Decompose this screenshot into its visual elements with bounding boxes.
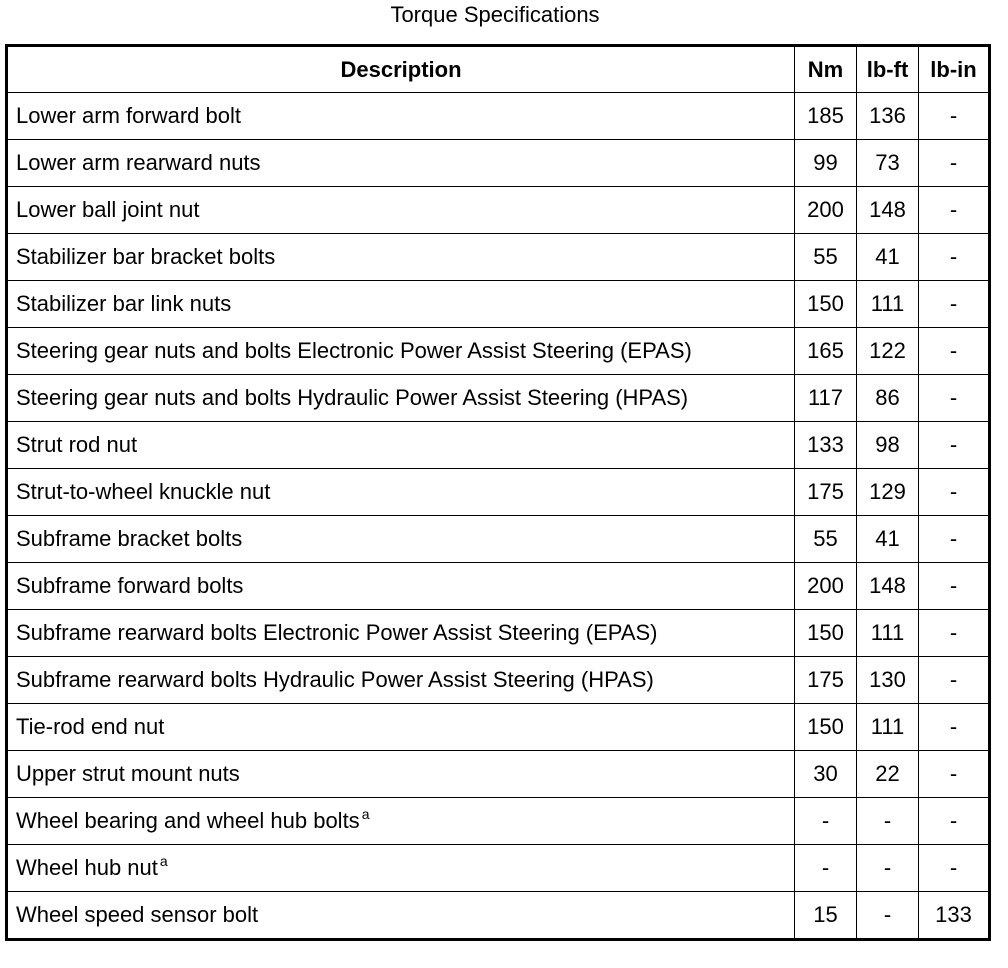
table-row	[7, 469, 990, 516]
row-lbft-value: 111	[857, 281, 919, 328]
row-description: Wheel hub nut	[16, 855, 158, 880]
table-row	[7, 422, 990, 469]
row-nm-value: 150	[795, 704, 857, 751]
row-nm-value: 55	[795, 516, 857, 563]
row-lbin-value: -	[919, 187, 990, 234]
row-lbft-value: 129	[857, 469, 919, 516]
row-lbft-value: 148	[857, 187, 919, 234]
row-description: Subframe bracket bolts	[16, 526, 243, 551]
page-title: Torque Specifications	[390, 2, 600, 27]
row-nm-value: 150	[795, 281, 857, 328]
row-lbin-value: -	[919, 422, 990, 469]
row-description: Subframe rearward bolts Hydraulic Power Assist Steering (HPAS)	[16, 667, 654, 692]
row-description-cell	[7, 845, 795, 892]
table-row	[7, 704, 990, 751]
table-row	[7, 751, 990, 798]
row-nm-value: 99	[795, 140, 857, 187]
row-lbft-value: 73	[857, 140, 919, 187]
row-lbft-value: -	[857, 892, 919, 940]
row-description-cell	[7, 469, 795, 516]
row-lbin-value: -	[919, 234, 990, 281]
row-description-cell	[7, 281, 795, 328]
row-description-cell	[7, 798, 795, 845]
table-header-row	[7, 46, 990, 93]
row-description: Stabilizer bar bracket bolts	[16, 244, 276, 269]
row-nm-value: 55	[795, 234, 857, 281]
row-description: Tie-rod end nut	[16, 714, 165, 739]
table-row	[7, 892, 990, 940]
table-row	[7, 187, 990, 234]
row-description: Steering gear nuts and bolts Electronic Power Assist Steering (EPAS)	[16, 338, 692, 363]
row-description-cell	[7, 516, 795, 563]
row-lbin-value: -	[919, 563, 990, 610]
row-lbin-value: -	[919, 281, 990, 328]
row-description: Stabilizer bar link nuts	[16, 291, 232, 316]
footnote-marker: a	[159, 853, 168, 869]
row-lbin-value: -	[919, 375, 990, 422]
row-lbin-value: -	[919, 845, 990, 892]
row-lbin-value: -	[919, 516, 990, 563]
row-description: Lower arm forward bolt	[16, 103, 241, 128]
row-lbft-value: -	[857, 845, 919, 892]
row-description-cell	[7, 657, 795, 704]
table-row	[7, 798, 990, 845]
table-row	[7, 281, 990, 328]
row-description-cell	[7, 751, 795, 798]
row-description: Upper strut mount nuts	[16, 761, 240, 786]
row-lbin-value: -	[919, 704, 990, 751]
column-header-lbft: lb-ft	[857, 46, 919, 93]
row-description-cell	[7, 610, 795, 657]
row-lbin-value: 133	[919, 892, 990, 940]
row-description: Strut-to-wheel knuckle nut	[16, 479, 271, 504]
row-lbft-value: 41	[857, 234, 919, 281]
row-nm-value: 117	[795, 375, 857, 422]
row-lbin-value: -	[919, 469, 990, 516]
row-lbft-value: -	[857, 798, 919, 845]
row-lbft-value: 22	[857, 751, 919, 798]
row-description-cell	[7, 892, 795, 940]
row-lbft-value: 111	[857, 704, 919, 751]
row-lbin-value: -	[919, 751, 990, 798]
row-lbin-value: -	[919, 657, 990, 704]
table-row	[7, 375, 990, 422]
row-nm-value: 200	[795, 187, 857, 234]
row-lbft-value: 41	[857, 516, 919, 563]
table-row	[7, 328, 990, 375]
table-row	[7, 93, 990, 140]
row-nm-value: 200	[795, 563, 857, 610]
row-nm-value: -	[795, 845, 857, 892]
row-nm-value: 185	[795, 93, 857, 140]
row-nm-value: 30	[795, 751, 857, 798]
row-description: Lower arm rearward nuts	[16, 150, 261, 175]
row-lbin-value: -	[919, 798, 990, 845]
row-description-cell	[7, 93, 795, 140]
row-description: Wheel bearing and wheel hub bolts	[16, 808, 360, 833]
table-row	[7, 845, 990, 892]
row-description: Steering gear nuts and bolts Hydraulic Power Assist Steering (HPAS)	[16, 385, 689, 410]
table-row	[7, 140, 990, 187]
row-description-cell	[7, 234, 795, 281]
row-nm-value: -	[795, 798, 857, 845]
row-description-cell	[7, 704, 795, 751]
row-description: Wheel speed sensor bolt	[16, 902, 259, 927]
column-header-nm: Nm	[795, 46, 857, 93]
table-row	[7, 234, 990, 281]
row-nm-value: 133	[795, 422, 857, 469]
row-description: Strut rod nut	[16, 432, 138, 457]
table-row	[7, 563, 990, 610]
row-description: Lower ball joint nut	[16, 197, 200, 222]
row-description: Subframe rearward bolts Electronic Power Assist Steering (EPAS)	[16, 620, 658, 645]
row-lbft-value: 111	[857, 610, 919, 657]
row-lbft-value: 86	[857, 375, 919, 422]
table-row	[7, 516, 990, 563]
table-row	[7, 610, 990, 657]
row-nm-value: 15	[795, 892, 857, 940]
row-description-cell	[7, 328, 795, 375]
table-body	[7, 93, 990, 940]
row-nm-value: 150	[795, 610, 857, 657]
row-description-cell	[7, 375, 795, 422]
row-nm-value: 175	[795, 469, 857, 516]
row-lbin-value: -	[919, 610, 990, 657]
column-header-lbin: lb-in	[919, 46, 990, 93]
row-lbin-value: -	[919, 93, 990, 140]
row-description-cell	[7, 563, 795, 610]
column-header-description: Description	[7, 46, 795, 93]
row-lbft-value: 136	[857, 93, 919, 140]
row-lbin-value: -	[919, 140, 990, 187]
row-nm-value: 165	[795, 328, 857, 375]
row-lbin-value: -	[919, 328, 990, 375]
row-nm-value: 175	[795, 657, 857, 704]
row-description: Subframe forward bolts	[16, 573, 244, 598]
row-lbft-value: 98	[857, 422, 919, 469]
row-lbft-value: 122	[857, 328, 919, 375]
row-description-cell	[7, 422, 795, 469]
torque-specifications-table	[5, 44, 991, 941]
row-lbft-value: 130	[857, 657, 919, 704]
row-lbft-value: 148	[857, 563, 919, 610]
footnote-marker: a	[361, 806, 370, 822]
row-description-cell	[7, 187, 795, 234]
row-description-cell	[7, 140, 795, 187]
table-row	[7, 657, 990, 704]
